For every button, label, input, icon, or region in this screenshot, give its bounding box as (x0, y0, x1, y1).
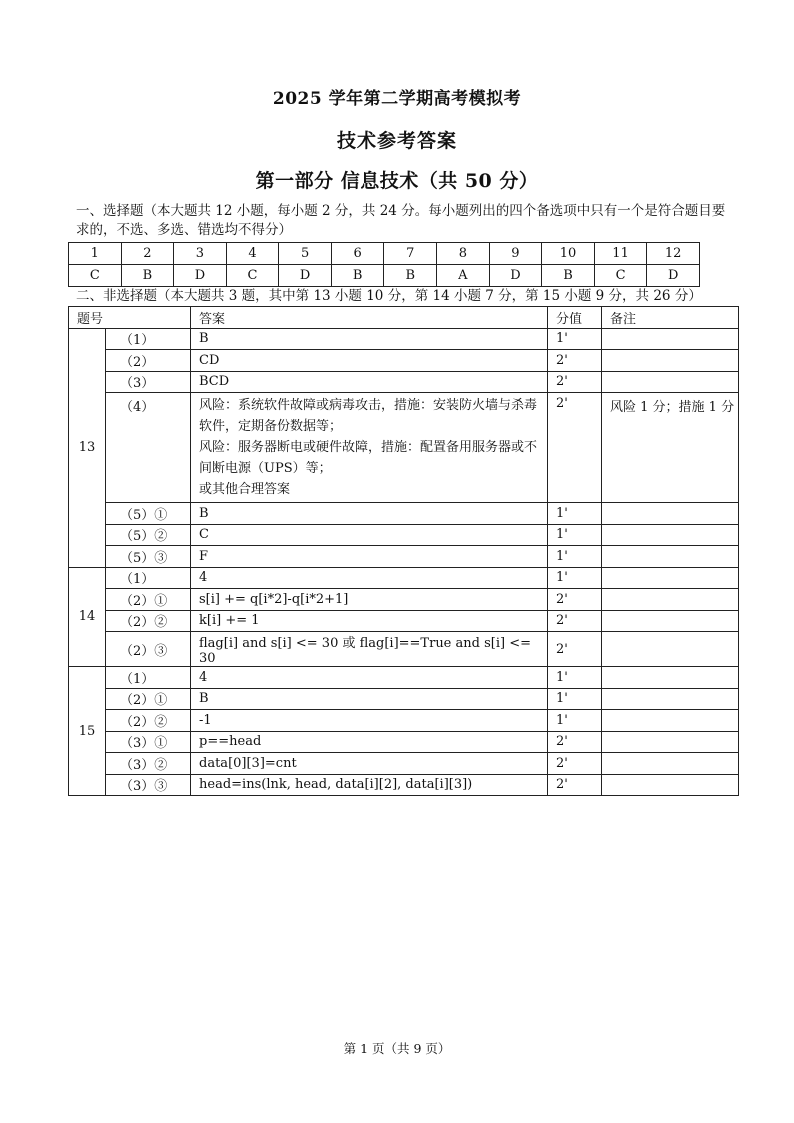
answer-row (69, 265, 700, 287)
sub-question: （1） (106, 328, 191, 350)
sub-question: （5）① (106, 503, 191, 525)
score-cell: 1' (548, 503, 602, 525)
note-cell (602, 503, 739, 525)
answer-cell: B (191, 688, 548, 710)
table-header-row (69, 307, 739, 329)
table-row (69, 688, 739, 710)
question-number: 7 (384, 243, 437, 265)
sub-question: （5）② (106, 524, 191, 546)
choice-answer: B (384, 265, 437, 287)
choice-answer: C (226, 265, 279, 287)
question-number: 10 (542, 243, 595, 265)
table-row (69, 753, 739, 775)
answer-cell: s[i] += q[i*2]-q[i*2+1] (191, 589, 548, 611)
answer-cell: BCD (191, 371, 548, 393)
table-row (69, 667, 739, 689)
header-note: 备注 (602, 307, 739, 329)
table-row (69, 589, 739, 611)
table-row (69, 524, 739, 546)
score-cell: 2' (548, 632, 602, 667)
question-number-row (69, 243, 700, 265)
sub-question: （1） (106, 567, 191, 589)
table-row (69, 393, 739, 503)
table-row (69, 328, 739, 350)
answer-cell: C (191, 524, 548, 546)
answer-cell: 4 (191, 667, 548, 689)
question-number: 1 (69, 243, 122, 265)
choice-answer: D (647, 265, 700, 287)
multiple-choice-answer-table (68, 242, 700, 287)
choice-answer: D (174, 265, 227, 287)
note-cell (602, 546, 739, 568)
sub-question: （3）① (106, 731, 191, 753)
score-cell: 2' (548, 731, 602, 753)
choice-answer: C (69, 265, 122, 287)
exam-title: 2025 学年第二学期高考模拟考 (272, 89, 522, 109)
table-row (69, 610, 739, 632)
note-cell (602, 371, 739, 393)
choice-answer: B (331, 265, 384, 287)
sub-question: （2）① (106, 589, 191, 611)
note-cell (602, 731, 739, 753)
note-cell (602, 710, 739, 732)
section2-intro: 二、非选择题（本大题共 3 题，其中第 13 小题 10 分，第 14 小题 7 分，第 15 小题 9 分，共 26 分） (76, 288, 702, 304)
score-cell: 1' (548, 688, 602, 710)
sub-question: （3） (106, 371, 191, 393)
score-cell: 1' (548, 710, 602, 732)
sub-question: （4） (106, 393, 191, 503)
score-cell: 2' (548, 350, 602, 372)
page-number-footer: 第 1 页（共 9 页） (343, 1041, 451, 1056)
sub-question: （3）③ (106, 774, 191, 796)
question-15-number: 15 (69, 667, 106, 796)
answer-cell: flag[i] and s[i] <= 30 或 flag[i]==True and s[i] <= 30 (191, 632, 548, 667)
score-cell: 1' (548, 667, 602, 689)
section1-intro: 一、选择题（本大题共 12 小题，每小题 2 分，共 24 分。每小题列出的四个备选项中只有一个是符合题目要求的，不选、多选、错选均不得分） (76, 203, 726, 238)
answer-cell: data[0][3]=cnt (191, 753, 548, 775)
answer-cell: B (191, 328, 548, 350)
score-cell: 1' (548, 546, 602, 568)
choice-answer: D (279, 265, 332, 287)
note-cell (602, 688, 739, 710)
note-cell (602, 753, 739, 775)
question-13-number: 13 (69, 328, 106, 567)
choice-answer: B (121, 265, 174, 287)
note-cell (602, 667, 739, 689)
score-cell: 1' (548, 328, 602, 350)
table-row (69, 546, 739, 568)
answer-cell: F (191, 546, 548, 568)
document-subtitle: 技术参考答案 (336, 130, 457, 152)
choice-answer: A (437, 265, 490, 287)
note-cell (602, 632, 739, 667)
part-title: 第一部分 信息技术（共 50 分） (255, 170, 539, 192)
note-cell (602, 610, 739, 632)
table-row (69, 371, 739, 393)
note-cell (602, 567, 739, 589)
score-cell: 2' (548, 753, 602, 775)
score-cell: 2' (548, 371, 602, 393)
question-number: 3 (174, 243, 227, 265)
answer-cell: CD (191, 350, 548, 372)
choice-answer: B (542, 265, 595, 287)
score-cell: 2' (548, 393, 602, 503)
note-cell: 风险 1 分；措施 1 分 (602, 393, 739, 503)
sub-question: （2）③ (106, 632, 191, 667)
note-cell (602, 328, 739, 350)
sub-question: （5）③ (106, 546, 191, 568)
question-number: 8 (437, 243, 490, 265)
note-cell (602, 589, 739, 611)
score-cell: 2' (548, 774, 602, 796)
answer-cell-multiline (191, 393, 548, 503)
question-number: 4 (226, 243, 279, 265)
question-number: 2 (121, 243, 174, 265)
note-cell (602, 524, 739, 546)
table-row (69, 503, 739, 525)
question-number: 9 (489, 243, 542, 265)
header-answer: 答案 (191, 307, 548, 329)
answer-cell: 4 (191, 567, 548, 589)
sub-question: （1） (106, 667, 191, 689)
question-number: 5 (279, 243, 332, 265)
question-14-number: 14 (69, 567, 106, 667)
sub-question: （2） (106, 350, 191, 372)
note-cell (602, 350, 739, 372)
sub-question: （2）① (106, 688, 191, 710)
table-row (69, 632, 739, 667)
answer-line: 风险：系统软件故障或病毒攻击，措施：安装防火墙与杀毒软件，定期备份数据等； (199, 398, 538, 434)
sub-question: （2）② (106, 610, 191, 632)
choice-answer: C (594, 265, 647, 287)
score-cell: 1' (548, 567, 602, 589)
question-number: 12 (647, 243, 700, 265)
table-row (69, 350, 739, 372)
answer-line: 风险：服务器断电或硬件故障，措施：配置备用服务器或不间断电源（UPS）等； (199, 440, 538, 476)
sub-question: （3）② (106, 753, 191, 775)
sub-question: （2）② (106, 710, 191, 732)
answer-cell: p==head (191, 731, 548, 753)
table-row (69, 774, 739, 796)
answer-cell: k[i] += 1 (191, 610, 548, 632)
table-row (69, 731, 739, 753)
note-cell (602, 774, 739, 796)
table-row (69, 710, 739, 732)
score-cell: 1' (548, 524, 602, 546)
answer-cell: -1 (191, 710, 548, 732)
open-question-answer-table (68, 306, 739, 796)
answer-cell: B (191, 503, 548, 525)
score-cell: 2' (548, 589, 602, 611)
answer-line: 或其他合理答案 (199, 482, 291, 497)
header-score: 分值 (548, 307, 602, 329)
score-cell: 2' (548, 610, 602, 632)
choice-answer: D (489, 265, 542, 287)
header-question-number: 题号 (69, 307, 191, 329)
question-number: 6 (331, 243, 384, 265)
question-number: 11 (594, 243, 647, 265)
table-row (69, 567, 739, 589)
answer-cell: head=ins(lnk, head, data[i][2], data[i][3]) (191, 774, 548, 796)
